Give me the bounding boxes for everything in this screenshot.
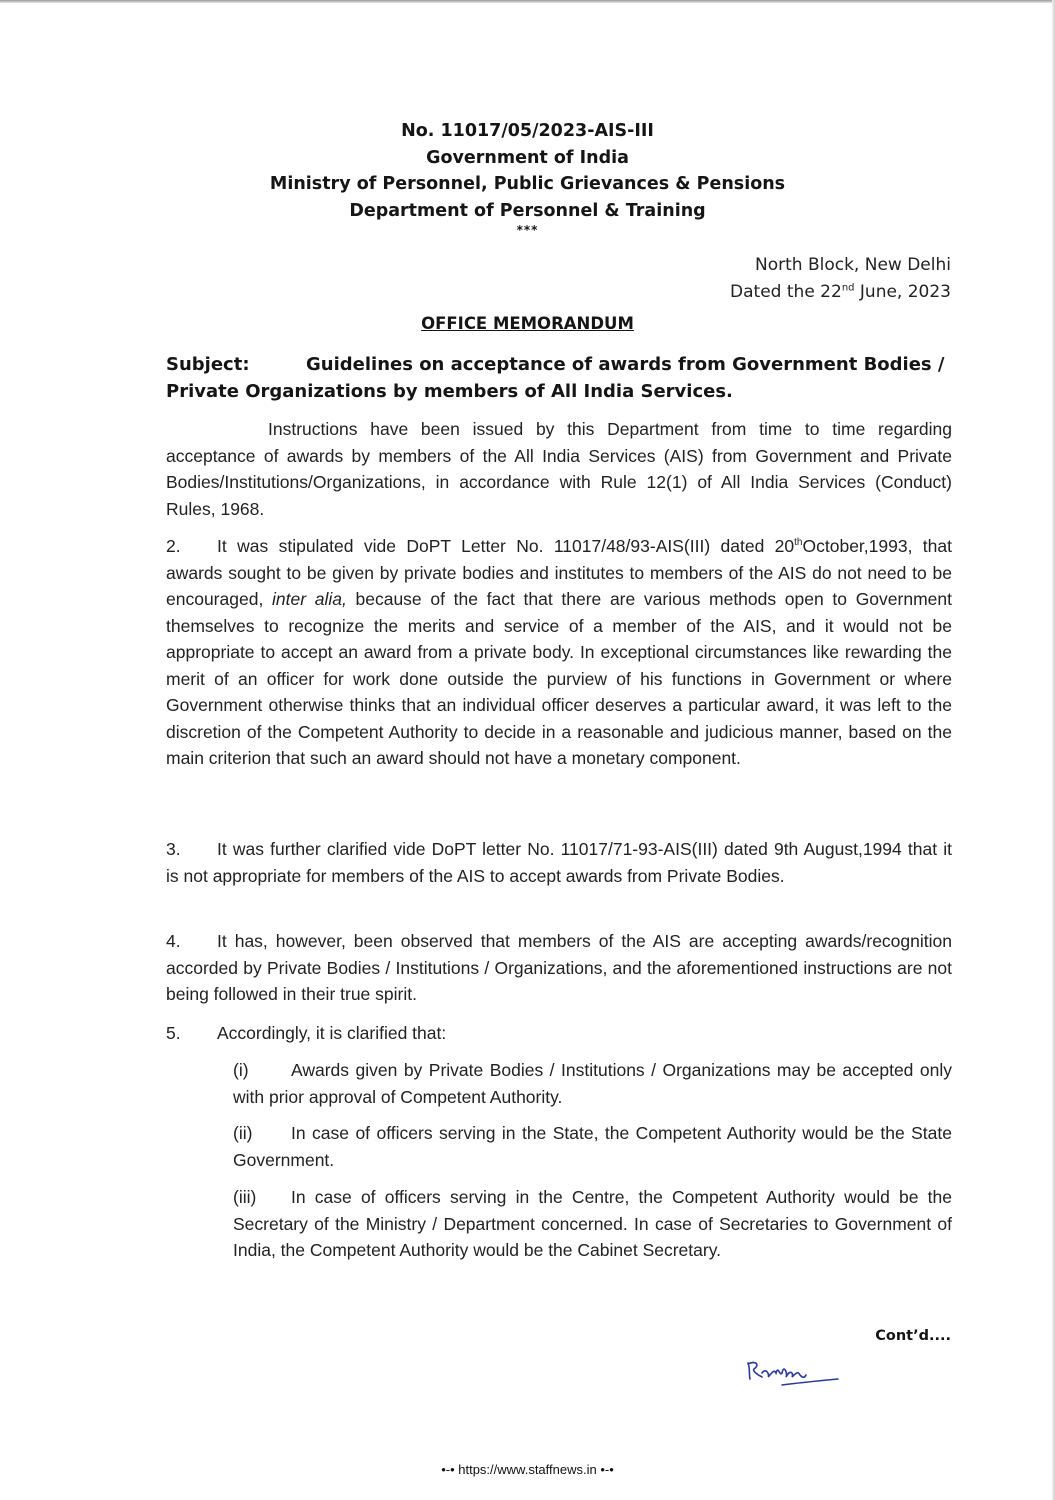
- date: [730, 279, 951, 306]
- sub-item-number: (i): [233, 1060, 249, 1080]
- paragraph-1-text: Instructions have been issued by this Department from time to time regarding acceptance of awards by members of the All India Services (AIS) from Government and Private Bodies/Institutions/Organizations, in accordance with Rule 12(1) of All India Services (Conduct) Rules, 1968.: [166, 419, 952, 519]
- date-suffix: June, 2023: [854, 281, 951, 302]
- continued-marker: Cont’d....: [875, 1328, 951, 1344]
- place: North Block, New Delhi: [755, 255, 951, 275]
- paragraph-2-text-c: because of the fact that there are various methods open to Government themselves to recognize the merits and service of a member of the AIS, and it would not be appropriate to accept an award from a private body. In exceptional circumstances like rewarding the merit of an officer for work done outside the purview of his functions in Government or where Government otherwise thinks that an individual officer deserves a particular award, it was left to the discretion of the Competent Authority to decide in a reasonable and judicious manner, based on the main criterion that such an award should not have a monetary component.: [166, 589, 952, 768]
- paragraph-4: [166, 928, 952, 1008]
- date-prefix: Dated the 22: [730, 281, 842, 302]
- department-name: Department of Personnel & Training: [349, 200, 706, 221]
- paragraph-3: [166, 836, 952, 889]
- subject-label: Subject:: [166, 354, 250, 375]
- sub-item-iii: [233, 1184, 952, 1264]
- separator-stars: ***: [516, 223, 539, 237]
- signature-icon: [742, 1355, 842, 1395]
- paragraph-1: [166, 416, 952, 522]
- paragraph-number: 4.: [166, 931, 181, 951]
- place-date-block: [730, 252, 951, 305]
- sub-item-text: Awards given by Private Bodies / Institutions / Organizations may be accepted only with prior approval of Competent Authority.: [233, 1060, 952, 1107]
- paragraph-5: [166, 1020, 952, 1047]
- paragraph-5-text: Accordingly, it is clarified that:: [217, 1023, 447, 1043]
- latin-phrase: inter alia,: [271, 589, 347, 609]
- government-name: Government of India: [426, 147, 629, 168]
- paragraph-2-text-a: It was stipulated vide DoPT Letter No. 11017/48/93-AIS(III) dated 20: [217, 536, 795, 556]
- paragraph-number: 2.: [166, 536, 181, 556]
- paragraph-number: 3.: [166, 839, 181, 859]
- document-type-heading: OFFICE MEMORANDUM: [421, 314, 634, 333]
- sub-item-i: [233, 1057, 952, 1110]
- sub-item-ii: [233, 1120, 952, 1173]
- paragraph-number: 5.: [166, 1023, 181, 1043]
- letterhead: [0, 118, 1055, 236]
- sub-item-number: (ii): [233, 1123, 253, 1143]
- ordinal-sup: th: [794, 537, 803, 549]
- sub-item-text: In case of officers serving in the Centre, the Competent Authority would be the Secretary of the Ministry / Department concerned. In case of Secretaries to Government of India, the Competent Authority would be the Cabinet Secretary.: [233, 1187, 952, 1260]
- sub-item-number: (iii): [233, 1187, 257, 1207]
- footer-watermark: •-• https://www.staffnews.in •-•: [441, 1462, 614, 1477]
- ministry-name: Ministry of Personnel, Public Grievances & Pensions: [269, 174, 786, 194]
- date-sup: nd: [841, 281, 855, 293]
- scan-edge-top: [0, 0, 1055, 3]
- file-number: No. 11017/05/2023-AIS-III: [401, 121, 654, 141]
- sub-item-text: In case of officers serving in the State, the Competent Authority would be the State Government.: [233, 1123, 952, 1170]
- paragraph-2-text-b: October,1993, that awards sought to be given by private bodies and institutes to members of the AIS do not need to be encouraged,: [166, 536, 952, 609]
- paragraph-2: [166, 533, 952, 772]
- paragraph-4-text: It has, however, been observed that members of the AIS are accepting awards/recognition accorded by Private Bodies / Institutions / Organizations, and the aforementioned instructions are not being followed in their true spirit.: [166, 931, 952, 1004]
- paragraph-3-text: It was further clarified vide DoPT letter No. 11017/71-93-AIS(III) dated 9th August,1994 that it is not appropriate for members of the AIS to accept awards from Private Bodies.: [166, 839, 952, 886]
- subject-block: [166, 352, 952, 405]
- subject-text: Guidelines on acceptance of awards from Government Bodies / Private Organizations by members of All India Services.: [166, 354, 945, 402]
